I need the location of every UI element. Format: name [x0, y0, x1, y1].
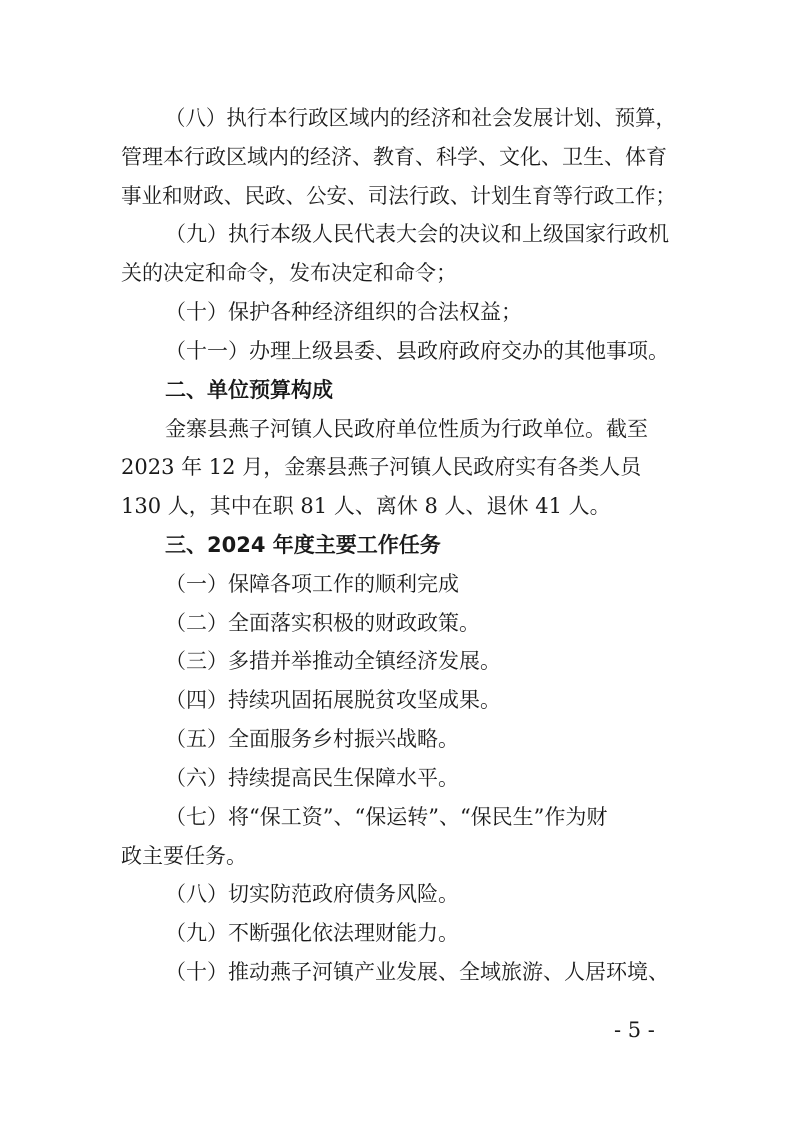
line-text: （十）推动燕子河镇产业发展、全域旅游、人居环境、	[165, 960, 669, 984]
line-text: 金寨县燕子河镇人民政府单位性质为行政单位。截至	[165, 416, 648, 441]
page-number: - 5 -	[614, 1018, 655, 1042]
line-text: （十一）办理上级县委、县政府政府交办的其他事项。	[165, 338, 669, 363]
line-text: （八）执行本行政区域内的经济和社会发展计划、预算，	[165, 106, 676, 130]
line-text: 管理本行政区域内的经济、教育、科学、文化、卫生、体育	[121, 144, 667, 169]
line-text: 2023 年 12 月，金寨县燕子河镇人民政府实有各类人员	[121, 455, 642, 480]
line-text: （九）执行本级人民代表大会的决议和上级国家行政机	[165, 222, 669, 247]
line-text: （三）多措并举推动全镇经济发展。	[165, 649, 501, 674]
line-text: （二）全面落实积极的财政政策。	[165, 610, 480, 635]
line-text: （一）保障各项工作的顺利完成	[165, 571, 459, 596]
line-text: （四）持续巩固拓展脱贫攻坚成果。	[165, 688, 501, 713]
line-text: 事业和财政、民政、公安、司法行政、计划生育等行政工作；	[121, 183, 676, 208]
line-text: （九）不断强化依法理财能力。	[165, 921, 459, 946]
heading-text: 二、单位预算构成	[165, 377, 333, 402]
line-text: 130 人，其中在职 81 人、离休 8 人、退休 41 人。	[121, 494, 611, 519]
line-text: （五）全面服务乡村振兴战略。	[165, 727, 459, 752]
heading-text: 三、2024 年度主要工作任务	[165, 533, 441, 557]
line-text: 政主要任务。	[121, 843, 247, 868]
line-text: （六）持续提高民生保障水平。	[165, 765, 459, 790]
line-text: 关的决定和命令，发布决定和命令；	[121, 261, 457, 286]
line-text: （十）保护各种经济组织的合法权益；	[165, 300, 522, 325]
line-text: （八）切实防范政府债务风险。	[165, 882, 459, 907]
line-text: （七）将“保工资”、“保运转”、“保民生”作为财	[165, 804, 608, 829]
